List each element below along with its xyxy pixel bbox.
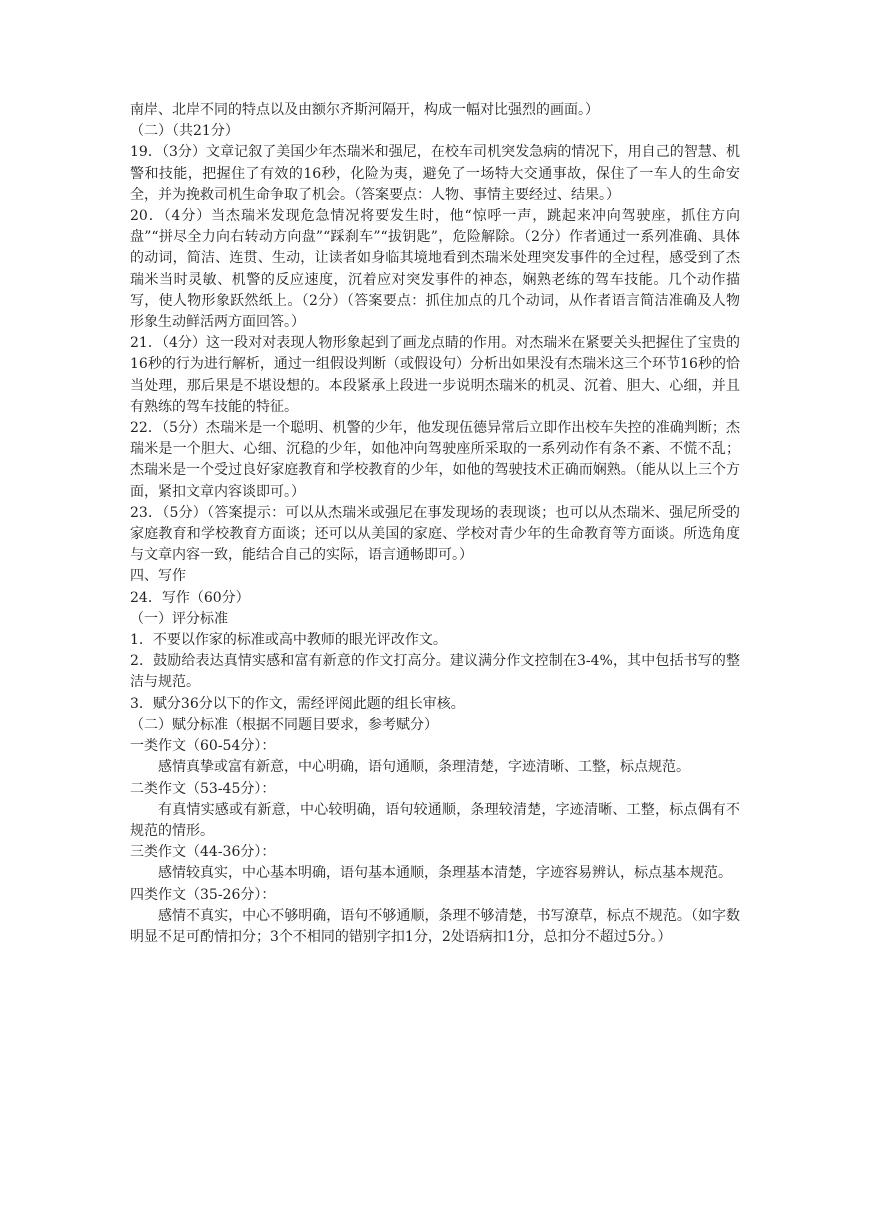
criteria-item: 3．赋分36分以下的作文，需经评阅此题的组长审核。 xyxy=(130,695,465,712)
grade-description: 感情真挚或富有新意，中心明确，语句通顺，条理清楚，字迹清晰、工整，标点规范。 xyxy=(158,759,690,776)
section-heading: 四、写作 xyxy=(130,568,186,585)
criteria-item: 1．不要以作家的标准或高中教师的眼光评改作文。 xyxy=(130,632,447,649)
grade-description: 有真情实感或有新意，中心较明确，语句较通顺，条理较清楚，字迹清晰、工整，标点偶有不规范的情形。 xyxy=(130,801,740,839)
document-body xyxy=(130,100,740,948)
grade-description: 感情较真实，中心基本明确，语句基本通顺，条理基本清楚，字迹容易辨认，标点基本规范。 xyxy=(158,865,732,882)
answer-item: 20．（4分）当杰瑞米发现危急情况将要发生时，他“惊呼一声，跳起来冲向驾驶座，抓住方向盘”“拼尽全力向右转动方向盘”“踩刹车”“拔钥匙”，危险解除。（2分）作者通过一系列准确、具体的动词，简洁、连贯、生动，让读者如身临其境地看到杰瑞米处理突发事件的全过程，感受到了杰瑞米当时灵敏、机警的反应速度，沉着应对突发事件的神态，娴熟老练的驾车技能。几个动作描写，使人物形象跃然纸上。（2分）（答案要点：抓住加点的几个动词，从作者语言简洁准确及人物形象生动鲜活两方面回答。） xyxy=(130,208,740,331)
grade-heading: 二类作文（53-45分）： xyxy=(130,780,276,797)
answer-item: 19．（3分）文章记叙了美国少年杰瑞米和强尼，在校车司机突发急病的情况下，用自己的智慧、机警和技能，把握住了有效的16秒，化险为夷，避免了一场特大交通事故，保住了一车人的生命安全，并为挽救司机生命争取了机会。（答案要点：人物、事情主要经过、结果。） xyxy=(130,144,740,203)
answer-item: 24．写作（60分） xyxy=(130,589,250,606)
grade-heading: 三类作文（44-36分）： xyxy=(130,844,276,861)
answer-item: 22．（5分）杰瑞米是一个聪明、机警的少年，他发现伍德异常后立即作出校车失控的准确判断；杰瑞米是一个胆大、心细、沉稳的少年，如他冲向驾驶座所采取的一系列动作有条不紊、不慌不乱；杰瑞米是一个受过良好家庭教育和学校教育的少年，如他的驾驶技术正确而娴熟。（能从以上三个方面，紧扣文章内容谈即可。） xyxy=(130,420,740,500)
answer-item: 23．（5分）（答案提示：可以从杰瑞米或强尼在事发现场的表现谈；也可以从杰瑞米、强尼所受的家庭教育和学校教育方面谈；还可以从美国的家庭、学校对青少年的生命教育等方面谈。所选角度与文章内容一致，能结合自己的实际，语言通畅即可。） xyxy=(130,504,740,564)
answer-item: 21．（4分）这一段对对表现人物形象起到了画龙点睛的作用。对杰瑞米在紧要关头把握住了宝贵的16秒的行为进行解析，通过一组假设判断（或假设句）分析出如果没有杰瑞米这三个环节16秒的恰当处理，那后果是不堪设想的。本段紧承上段进一步说明杰瑞米的机灵、沉着、胆大、心细，并且有熟练的驾车技能的特征。 xyxy=(130,335,740,415)
grade-description: 感情不真实，中心不够明确，语句不够通顺，条理不够清楚，书写潦草，标点不规范。（如字数明显不足可酌情扣分；3个不相同的错别字扣1分，2处语病扣1分，总扣分不超过5分。） xyxy=(130,907,740,945)
subsection-heading: （二）赋分标准（根据不同题目要求，参考赋分） xyxy=(130,716,438,733)
grade-heading: 一类作文（60-54分）： xyxy=(130,738,276,755)
answer-text: 南岸、北岸不同的特点以及由额尔齐斯河隔开，构成一幅对比强烈的画面。） xyxy=(130,102,599,118)
criteria-item: 2．鼓励给表达真情实感和富有新意的作文打高分。建议满分作文控制在3-4%，其中包括书写的整洁与规范。 xyxy=(130,653,740,691)
grade-heading: 四类作文（35-26分）： xyxy=(130,886,276,903)
section-heading: （二）（共21分） xyxy=(130,123,239,140)
subsection-heading: （一）评分标准 xyxy=(130,610,228,627)
